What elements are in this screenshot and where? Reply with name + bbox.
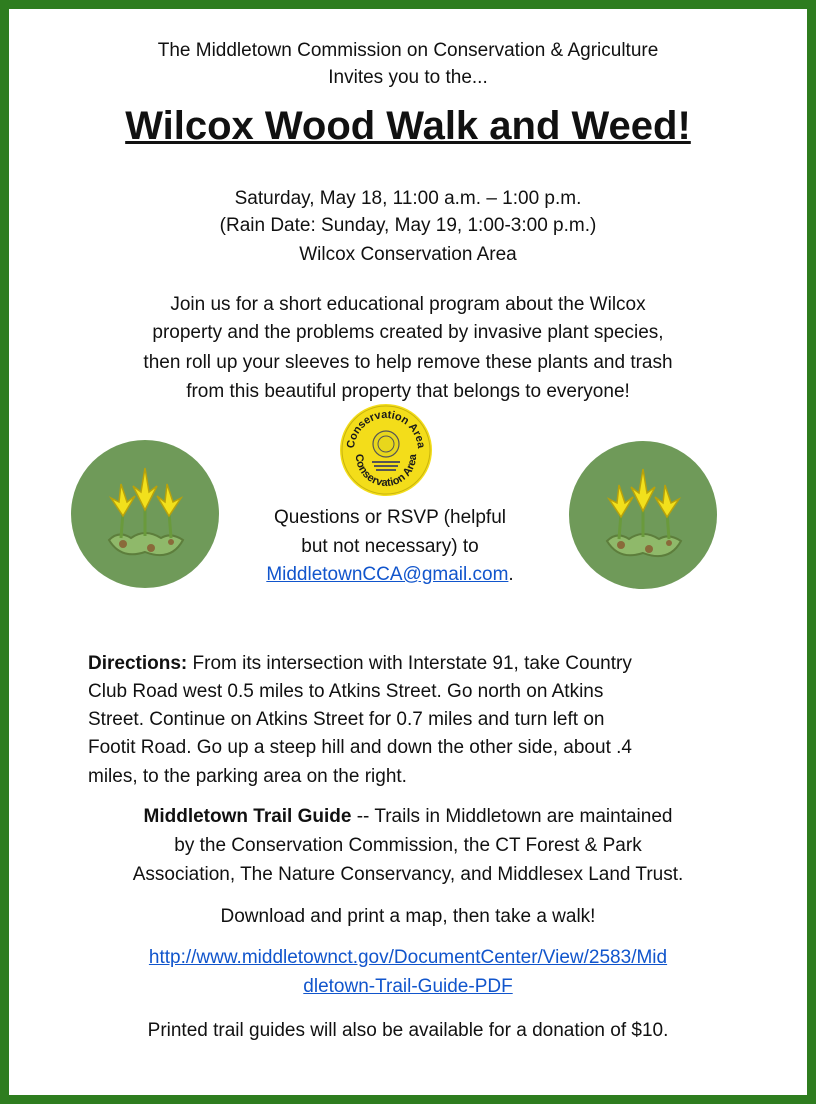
intro-line-4: from this beautiful property that belongs to everyone! (186, 381, 630, 402)
directions-line-2: Club Road west 0.5 miles to Atkins Street. Go north on Atkins (88, 681, 604, 702)
intro-line-3: then roll up your sleeves to help remove these plants and trash (143, 352, 673, 373)
header-line-2: Invites you to the... (328, 67, 488, 88)
trail-guide-url-line-2 (20, 974, 796, 1000)
daffodil-icon (71, 440, 219, 588)
conservation-area-seal (340, 404, 432, 496)
rsvp-trailing: . (508, 564, 514, 585)
rsvp-email-row (220, 562, 560, 588)
directions-label: Directions: (88, 653, 188, 674)
directions-line-3: Street. Continue on Atkins Street for 0.7 miles and turn left on (88, 709, 605, 730)
daffodil-icon (569, 441, 717, 589)
directions-text-1: From its intersection with Interstate 91, take Country (187, 653, 632, 674)
trail-guide-url-link-2[interactable]: dletown-Trail-Guide-PDF (303, 976, 513, 997)
event-location: Wilcox Conservation Area (299, 244, 517, 265)
trail-guide-label: Middletown Trail Guide (143, 806, 352, 827)
event-rain-date: (Rain Date: Sunday, May 19, 1:00-3:00 p.m.) (219, 215, 597, 236)
right-daffodil-badge (569, 441, 717, 589)
event-date: Saturday, May 18, 11:00 a.m. – 1:00 p.m. (234, 188, 582, 209)
header-line-1: The Middletown Commission on Conservation & Agriculture (157, 40, 659, 61)
rsvp-email-link[interactable]: MiddletownCCA@gmail.com (266, 564, 509, 585)
directions-line-4: Footit Road. Go up a steep hill and down the other side, about .4 (88, 737, 632, 758)
directions-line-1 (88, 650, 768, 678)
trail-guide-line-1 (20, 804, 796, 830)
rsvp-line-2: but not necessary) to (301, 536, 479, 557)
seal-icon (340, 404, 432, 496)
trail-guide-line-2: by the Conservation Commission, the CT Forest & Park (174, 835, 642, 856)
download-text: Download and print a map, then take a walk! (220, 906, 596, 927)
intro-line-2: property and the problems created by invasive plant species, (152, 322, 664, 343)
trail-guide-text-1: -- Trails in Middletown are maintained (351, 806, 673, 827)
intro-line-1: Join us for a short educational program about the Wilcox (170, 294, 646, 315)
seal-bottom-text: Conservation Area (352, 453, 420, 490)
page-title: Wilcox Wood Walk and Weed! (125, 104, 691, 148)
rsvp-line-1: Questions or RSVP (helpful (274, 507, 506, 528)
trail-guide-url-link-1[interactable]: http://www.middletownct.gov/DocumentCenter/View/2583/Mid (148, 947, 668, 968)
left-daffodil-badge (71, 440, 219, 588)
directions-line-5: miles, to the parking area on the right. (88, 766, 407, 787)
seal-top-text: Conservation Area (344, 408, 428, 450)
trail-guide-url-line-1 (20, 945, 796, 971)
trail-guide-line-3: Association, The Nature Conservancy, and Middlesex Land Trust. (132, 864, 684, 885)
printed-guides-text: Printed trail guides will also be available for a donation of $10. (147, 1020, 669, 1041)
